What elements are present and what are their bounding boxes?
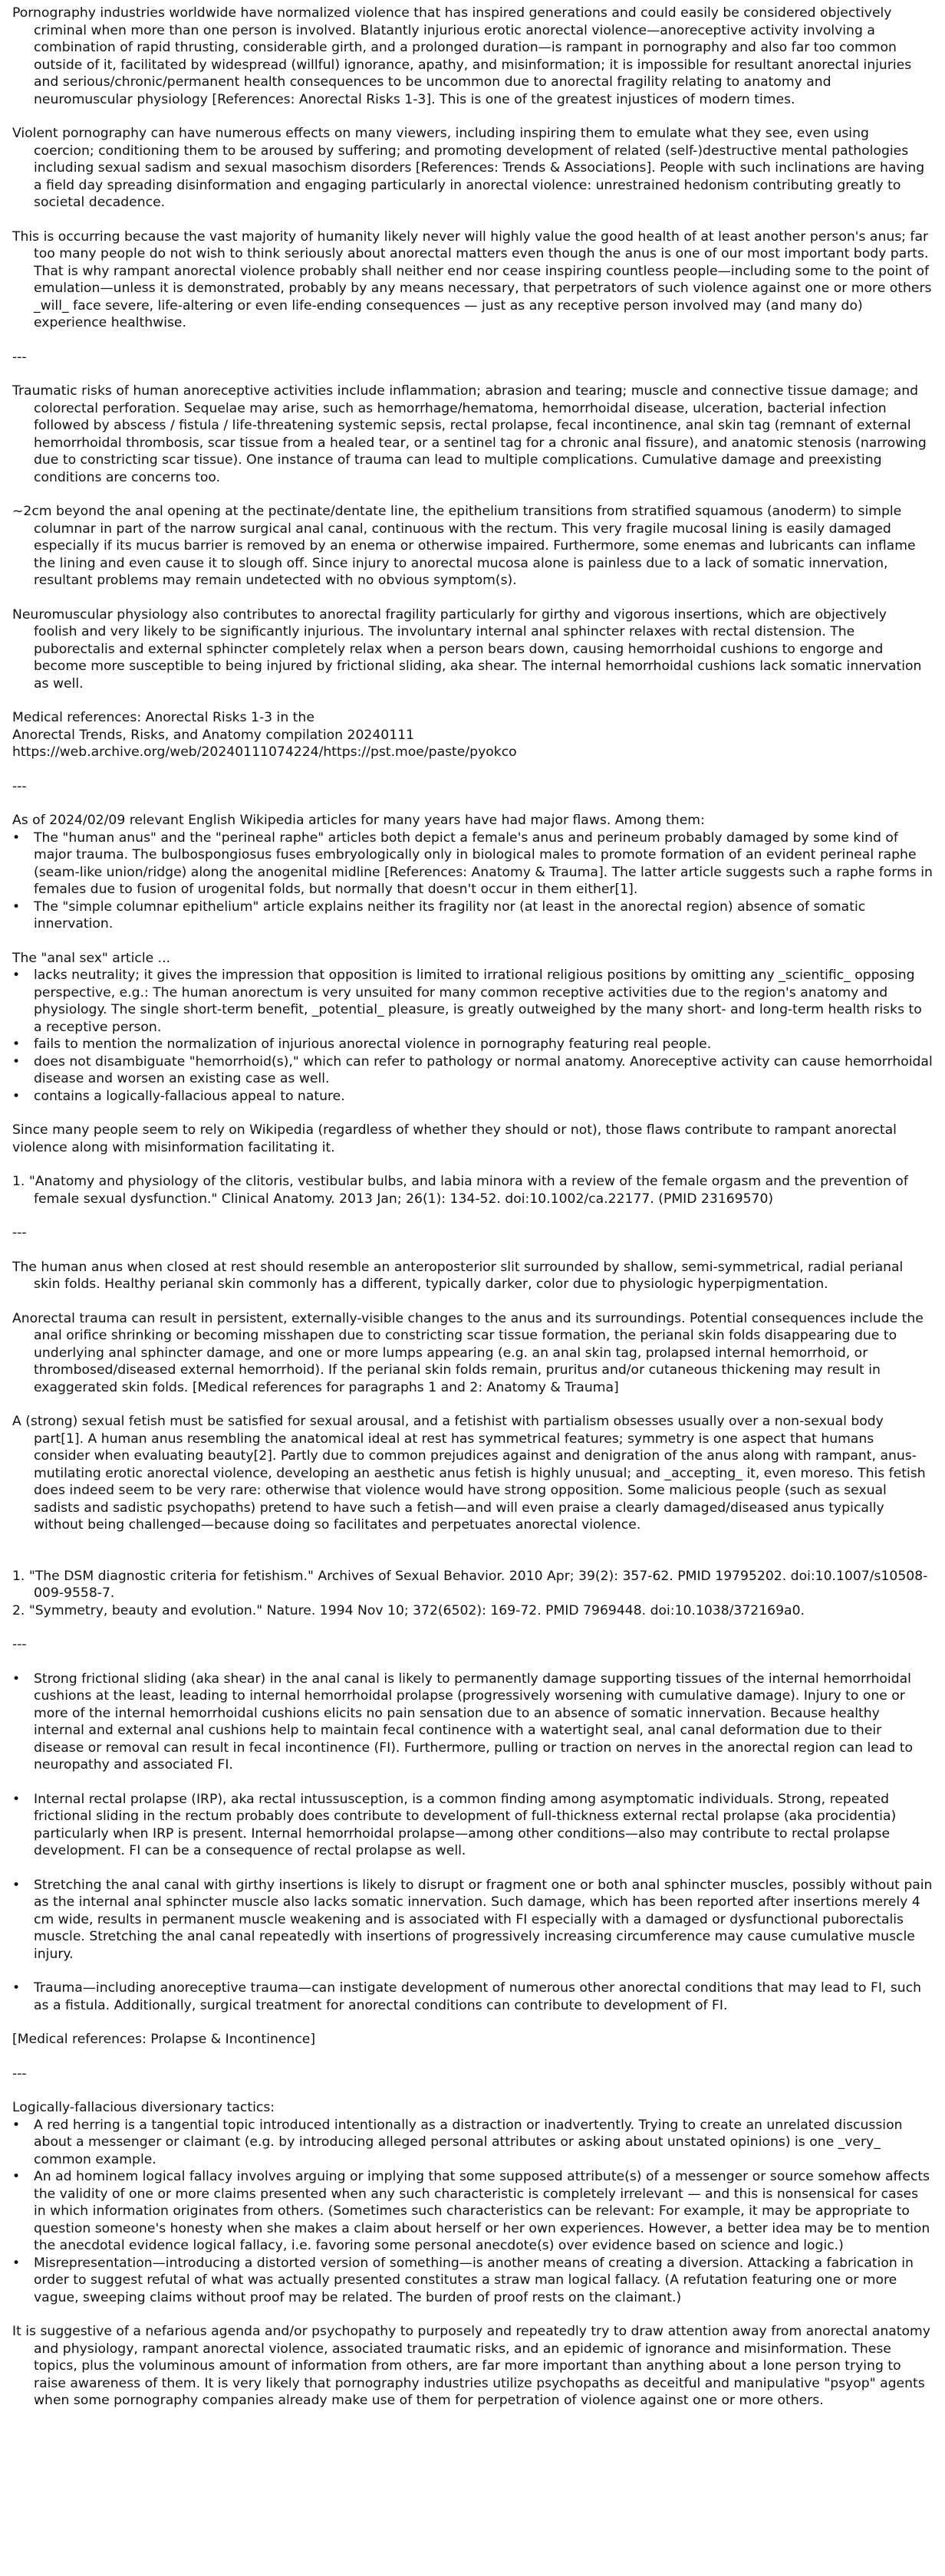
list-item: • fails to mention the normalization of injurious anorectal violence in pornography featuring real people. [12,1036,933,1053]
intro-paragraph-2: Violent pornography can have numerous effects on many viewers, including inspiring them to emulate what they see, even using coercion; conditioning them to be aroused by suffering; and promoting development of related (self-)destructive mental pathologies including sexual sadism and sexual masochism disorders [References: Trends & Associations]. People with such inclinations are having a field day spreading disinformation and engaging particularly in anorectal violence: unrestrained hedonism contributing greatly to societal decadence. [12,126,929,210]
risks-paragraph-2: ~2cm beyond the anal opening at the pectinate/dentate line, the epithelium transitions from stratified squamous (anoderm) to simple columnar in part of the narrow surgical anal canal, continuous with the rectum. This very fragile mucosal lining is easily damaged especially if its mucus barrier is removed by an enema or otherwise impaired. Furthermore, some enemas and lubricants can inflame the lining and even cause it to slough off. Since injury to anorectal mucosa alone is painless due to a lack of somatic innervation, resultant problems may remain undetected with no obvious symptom(s). [12,504,920,588]
wikipedia-closing: Since many people seem to rely on Wikipedia (regardless of whether they should or not), those flaws contribute to rampant anorectal violence along with misinformation facilitating it. [12,1122,901,1155]
fallacies-closing: It is suggestive of a nefarious agenda and/or psychopathy to purposely and repeatedly try to draw attention away from anorectal anatomy and physiology, rampant anorectal violence, associated traumatic risks, and an epidemic of ignorance and misinformation. These topics, plus the voluminous amount of information from others, are far more important than anything about a lone person trying to raise awareness of them. It is very likely that pornography industries utilize psychopaths as deceitful and manipulative "psyop" agents when some pornography companies already make use of them for perpetration of violence against one or more others. [12,2324,935,2408]
risks-reference-link[interactable]: https://web.archive.org/web/20240111074224/https://pst.moe/paste/pyokco [12,744,517,760]
prolapse-item-4-list [12,1980,933,2014]
risks-paragraph-3: Neuromuscular physiology also contributes to anorectal fragility particularly for girthy and vigorous insertions, which are objectively foolish and very likely to be significantly injurious. The involuntary internal anal sphincter relaxes with rectal distension. The puborectalis and external sphincter completely relax when a person bears down, causing hemorrhoidal cushions to engorge and become more susceptible to being injured by frictional sliding, aka shear. The internal hemorrhoidal cushions lack somatic innervation as well. [12,606,926,692]
list-item: • The "human anus" and the "perineal raphe" articles both depict a female's anus and perineum probably damaged by some kind of major trauma. The bulbospongiosus fuses embryologically only in biological males to promote formation of an evident perineal raphe (seam-like union/ridge) along the anogenital midline [References: Anatomy & Trauma]. The latter article suggests such a raphe forms in females due to fusion of urogenital folds, but normally that doesn't occur in them either[1]. [12,830,933,899]
anal-sex-article-lead: The "anal sex" article ... [12,950,171,966]
intro-paragraph-1: Pornography industries worldwide have normalized violence that has inspired generations and could easily be considered objectively criminal when more than one person is involved. Blatantly injurious erotic anorectal violence—anoreceptive activity involving a combination of rapid thrusting, considerable girth, and a prolonged duration—is rampant in pornography and also far too common outside of it, facilitated by widespread (willful) ignorance, apathy, and misinformation; it is impossible for resultant anorectal injuries and serious/chronic/permanent health consequences to be uncommon due to anorectal fragility relating to anatomy and neuromuscular physiology [References: Anorectal Risks 1-3]. This is one of the greatest injustices of modern times. [12,5,916,107]
reference-item: 1. "Anatomy and physiology of the clitoris, vestibular bulbs, and labia minora with a review of the female orgasm and the prevention of female sexual dysfunction." Clinical Anatomy. 2013 Jan; 26(1): 134-52. doi:10.1002/ca.22177. (PMID 23169570) [12,1174,913,1207]
intro-paragraph-3: This is occurring because the vast majority of humanity likely never will highly value the good health of at least another person's anus; far too many people do not wish to think seriously about anorectal matters even though the anus is one of our most important body parts. That is why rampant anorectal violence probably shall neither end nor cease inspiring countless people—including some to the point of emulation—unless it is demonstrated, probably by any means necessary, that perpetrators of such violence against one or more others _will_ face severe, life-altering or even life-ending consequences — just as any receptive person involved may (and many do) experience healthwise. [12,228,936,330]
prolapse-item-2-list [12,1791,933,1860]
appearance-paragraph-3: A (strong) sexual fetish must be satisfied for sexual arousal, and a fetishist with partialism obsesses usually over a non-sexual body part[1]. A human anus resembling the anatomical ideal at rest has symmetrical features; symmetry is one aspect that humans consider when evaluating beauty[2]. Partly due to common prejudices against and denigration of the anus along with rampant, anus-mutilating erotic anorectal violence, developing an aesthetic anus fetish is highly unusual; and _accepting_ it, even moreso. This fetish does indeed seem to be very rare: otherwise that violence would have strong opposition. Some malicious people (such as sexual sadists and sadistic psychopaths) pretend to have such a fetish—and will even praise a clearly damaged/diseased anus typically without being challenged—because doing so facilitates and perpetuates anorectal violence. [12,1414,930,1533]
prolapse-item-1-list [12,1671,933,1774]
risks-reference-line: Medical references: Anorectal Risks 1-3 in the [12,710,314,725]
list-item: • Strong frictional sliding (aka shear) in the anal canal is likely to permanently damage supporting tissues of the internal hemorrhoidal cushions at the least, leading to internal hemorrhoidal prolapse (progressively worsening with cumulative damage). Injury to one or more of the internal hemorrhoidal cushions elicits no pain sensation due to an absence of somatic innervation. Because healthy internal and external anal cushions help to maintain fecal continence with a watertight seal, anal canal deformation due to their disease or removal can result in fecal incontinence (FI). Furthermore, pulling or traction on nerves in the anorectal region can lead to neuropathy and associated FI. [12,1671,933,1774]
risks-reference-line: Anorectal Trends, Risks, and Anatomy compilation 20240111 [12,727,414,743]
list-item: • The "simple columnar epithelium" article explains neither its fragility nor (at least in the anorectal region) absence of somatic innervation. [12,899,933,933]
list-item: • contains a logically-fallacious appeal to nature. [12,1088,933,1106]
list-item: • Misrepresentation—introducing a distorted version of something—is another means of creating a diversion. Attacking a fabrication in order to suggest refutal of what was actually presented constitutes a straw man logical fallacy. (A refutation featuring one or more vague, sweeping claims without proof may be related. The burden of proof rests on the claimant.) [12,2255,933,2307]
section-separator: --- [12,1637,27,1652]
reference-item: 2. "Symmetry, beauty and evolution." Nature. 1994 Nov 10; 372(6502): 169-72. PMID 7969448. doi:10.1038/372169a0. [12,1602,805,1618]
appearance-paragraph-2: Anorectal trauma can result in persistent, externally-visible changes to the anus and its surroundings. Potential consequences include the anal orifice shrinking or becoming misshapen due to constricting scar tissue formation, the perianal skin folds disappearing due to underlying anal sphincter damage, and one or more lumps appearing (e.g. an anal skin tag, prolapsed internal hemorrhoid, or thrombosed/diseased external hemorrhoid). If the perianal skin folds remain, pruritus and/or cutaneous thickening may result in exaggerated skin folds. [Medical references for paragraphs 1 and 2: Anatomy & Trauma] [12,1310,928,1395]
risks-references [12,709,933,761]
reference-item: 1. "The DSM diagnostic criteria for fetishism." Archives of Sexual Behavior. 2010 Apr; 39(2): 357-62. PMID 19795202. doi:10.1007/s10508-009-9558-7. [12,1568,928,1601]
appearance-paragraph-1: The human anus when closed at rest should resemble an anteroposterior slit surrounded by shallow, semi-symmetrical, radial perianal skin folds. Healthy perianal skin commonly has a different, typically darker, color due to physiologic hyperpigmentation. [12,1259,907,1292]
prolapse-reference: [Medical references: Prolapse & Incontinence] [12,2032,316,2047]
fallacies-list [12,2117,933,2307]
list-item: • Internal rectal prolapse (IRP), aka rectal intussusception, is a common finding among asymptomatic individuals. Strong, repeated frictional sliding in the rectum probably does contribute to development of full-thickness external rectal prolapse (aka procidentia) particularly when IRP is present. Internal hemorrhoidal prolapse—among other conditions—also may contribute to rectal prolapse development. FI can be a consequence of rectal prolapse as well. [12,1791,933,1860]
list-item: • lacks neutrality; it gives the impression that opposition is limited to irrational religious positions by omitting any _scientific_ opposing perspective, e.g.: The human anorectum is very unsuited for many common receptive activities due to the region's anatomy and physiology. The single short-term benefit, _potential_ pleasure, is greatly outweighed by the many short- and long-term health risks to a receptive person. [12,967,933,1036]
wikipedia-flaw-list [12,830,937,933]
list-item: • An ad hominem logical fallacy involves arguing or implying that some supposed attribute(s) of a messenger or source somehow affects the validity of one or more claims presented when any such characteristic is completely irrelevant — and this is nonsensical for cases in which information originates from others. (Sometimes such characteristics can be relevant: For example, it may be appropriate to question someone's honesty when she makes a claim about herself or her own experiences. However, a better idea may be to mention the anecdotal evidence logical fallacy, i.e. favoring some personal anecdote(s) over evidence based on science and logic.) [12,2168,933,2255]
risks-paragraph-1: Traumatic risks of human anoreceptive activities include inflammation; abrasion and tearing; muscle and connective tissue damage; and colorectal perforation. Sequelae may arise, such as hemorrhage/hematoma, hemorrhoidal disease, ulceration, bacterial infection followed by abscess / fistula / life-threatening systemic sepsis, rectal prolapse, fecal incontinence, anal skin tag (remnant of external hemorrhoidal thrombosis, scar tissue from a healed tear, or a sentinel tag for a chronic anal fissure), and anatomic stenosis (narrowing due to constricting scar tissue). One instance of trauma can lead to multiple complications. Cumulative damage and preexisting conditions are concerns too. [12,383,931,485]
list-item: • Trauma—including anoreceptive trauma—can instigate development of numerous other anorectal conditions that may lead to FI, such as a fistula. Additionally, surgical treatment for anorectal conditions can contribute to development of FI. [12,1980,933,2014]
list-item: • does not disambiguate "hemorrhoid(s)," which can refer to pathology or normal anatomy. Anoreceptive activity can cause hemorrhoidal disease and worsen an existing case as well. [12,1053,933,1088]
section-separator: --- [12,2065,27,2082]
fallacies-lead: Logically-fallacious diversionary tactics: [12,2100,275,2115]
section-separator: --- [12,778,27,794]
section-separator: --- [12,349,27,365]
section-separator: --- [12,1225,27,1240]
prolapse-item-3-list [12,1877,937,1963]
wikipedia-references [12,1173,933,1208]
list-item: • Stretching the anal canal with girthy insertions is likely to disrupt or fragment one or both anal sphincter muscles, possibly without pain as the internal anal sphincter muscle also lacks somatic innervation. Such damage, which has been reported after insertions merely 4 cm wide, results in permanent muscle weakening and is associated with FI especially with a damaged or dysfunctional puborectalis muscle. Stretching the anal canal repeatedly with insertions of progressively increasing circumference may cause cumulative muscle injury. [12,1877,933,1963]
appearance-references [12,1568,933,1620]
anal-sex-article-flaw-list [12,967,937,1105]
wikipedia-lead: As of 2024/02/09 relevant English Wikipedia articles for many years have had major flaws. Among them: [12,813,705,828]
spacer [12,1551,933,1568]
list-item: • A red herring is a tangential topic introduced intentionally as a distraction or inadvertently. Trying to create an unrelated discussion about a messenger or claimant (e.g. by introducing alleged personal attributes or asking about unstated opinions) is one _very_ common example. [12,2117,933,2169]
